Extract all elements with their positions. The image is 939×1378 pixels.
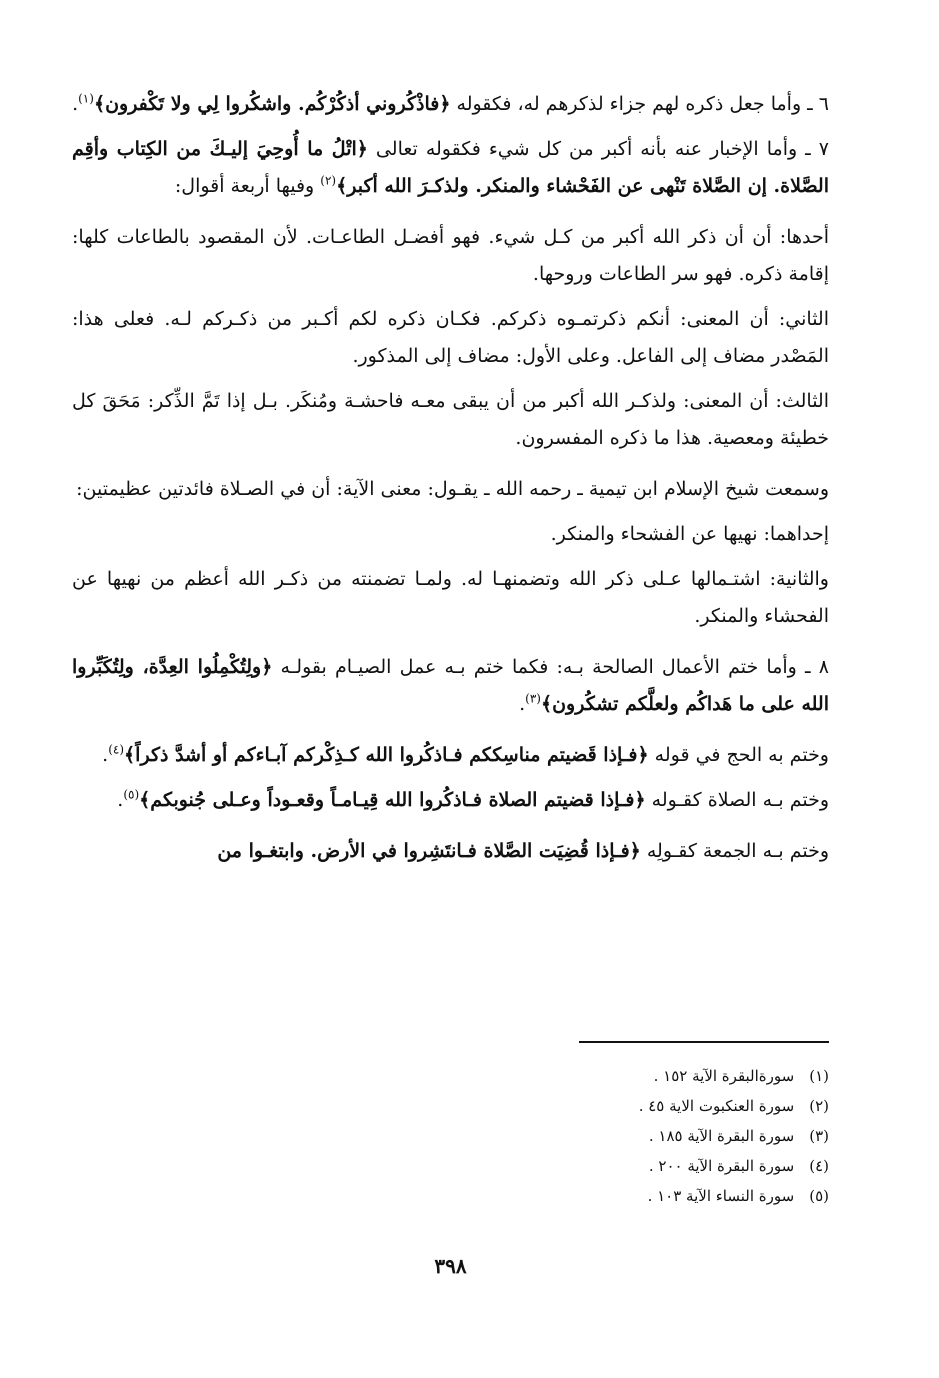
paragraph-text: إحداهما: نهيها عن الفشحاء والمنكر.	[550, 523, 829, 545]
quran-verse: ﴿فاذْكُروني أذكُرْكُم. واشكُروا لِي ولا تَكْفرون﴾	[93, 93, 451, 115]
footnote-text: سورة البقرة الآية ١٨٥ .	[648, 1127, 795, 1145]
paragraph-text: ٧ ـ وأما الإخبار عنه بأنه أكبر من كل شيء فكقوله تعالى	[367, 138, 830, 160]
paragraph-text: وختم بـه الصلاة كقـوله	[645, 789, 829, 811]
first-benefit	[72, 516, 829, 553]
footnote-4	[72, 1151, 829, 1181]
salah-paragraph	[72, 782, 829, 819]
body-text	[72, 86, 829, 870]
quran-verse: ﴿فـإذا قَضيتم مناسِككم فـاذكُروا الله كـذِكْركم آبـاءكم أو أشدَّ ذكراً﴾	[124, 744, 649, 766]
footnote-ref[interactable]: (٥)	[123, 787, 140, 802]
second-opinion	[72, 301, 829, 375]
paragraph-text: ٨ ـ وأما ختم الأعمال الصالحة بـه: فكما ختم بـه عمل الصيـام بقولـه	[272, 656, 829, 678]
paragraph-text: وسمعت شيخ الإسلام ابن تيمية ـ رحمه الله ـ يقـول: معنى الآية: أن في الصـلاة فائدتين عظيمتين:	[76, 478, 829, 500]
book-page	[72, 86, 829, 1318]
paragraph-text-tail: .	[102, 744, 109, 766]
footnote-text: سورة العنكبوت الاية ٤٥ .	[638, 1097, 795, 1115]
footnote-text: سورةالبقرة الآية ١٥٢ .	[653, 1067, 795, 1085]
footnote-text: سورة البقرة الآية ٢٠٠ .	[648, 1157, 795, 1175]
quran-verse: ﴿فـإذا قُضِيَت الصَّلاة فـانتَشِروا في الأرض. وابتغـوا من	[217, 840, 641, 862]
footnote-number: (١)	[809, 1067, 829, 1085]
third-opinion	[72, 383, 829, 457]
footnote-1	[72, 1061, 829, 1091]
quran-verse: ﴿ولِتُكْمِلُوا العِدَّة، ولِتُكَبِّروا الله على ما هَداكُم ولعلَّكم تشكُرون﴾	[72, 656, 829, 715]
jumuah-paragraph	[72, 833, 829, 870]
paragraph-text: الثاني: أن المعنى: أنكم ذكرتمـوه ذكركم. فكـان ذكره لكم أكـبر من ذكـركم لـه. فعلى هذا: المَصْدر مضاف إلى الفاعل. وعلى الأول: مضاف إلى المذكور.	[72, 308, 829, 367]
paragraph-text-tail: .	[72, 93, 79, 115]
footnote-divider	[579, 1041, 829, 1043]
footnote-3	[72, 1121, 829, 1151]
paragraph-text-tail: .	[519, 693, 526, 715]
paragraph-6	[72, 86, 829, 123]
paragraph-text: أحدها: أن أن ذكر الله أكبر من كـل شيء. فهو أفضـل الطاعـات. لأن المقصود بالطاعات كلها: إقامة ذكره. فهو سر الطاعات وروحها.	[72, 226, 829, 285]
paragraph-text: ٦ ـ وأما جعل ذكره لهم جزاء لذكرهم له، فكقوله	[450, 93, 829, 115]
paragraph-8	[72, 649, 829, 723]
paragraph-7	[72, 131, 829, 205]
footnote-number: (٢)	[809, 1097, 829, 1115]
paragraph-text: الثالث: أن المعنى: ولذكـر الله أكبر من أن يبقى معـه فاحشـة ومُنكَر. بـل إذا تَمَّ الذِّكر: مَحَقَ كل خطيئة ومعصية. هذا ما ذكره المفسرون.	[72, 390, 829, 449]
footnote-ref[interactable]: (١)	[78, 91, 94, 106]
quran-verse: ﴿فـإذا قضيتم الصلاة فـاذكُروا الله قِيـامـاً وقعـوداً وعـلى جُنوبكم﴾	[139, 789, 646, 811]
footnote-number: (٣)	[809, 1127, 829, 1145]
paragraph-text-tail: .	[117, 789, 124, 811]
hajj-paragraph	[72, 737, 829, 774]
paragraph-text: وختم بـه الجمعة كقـولِه	[640, 840, 829, 862]
footnote-2	[72, 1091, 829, 1121]
page-number: ٣٩٨	[434, 1254, 467, 1278]
footnote-ref[interactable]: (٤)	[108, 742, 125, 757]
footnote-number: (٥)	[809, 1187, 829, 1205]
paragraph-text: والثانية: اشتـمالها عـلى ذكر الله وتضمنهـا له. ولمـا تضمنته من ذكـر الله أعظم من نهيها عن الفحشاء والمنكر.	[72, 568, 829, 627]
paragraph-text-tail: وفيها أربعة أقوال:	[174, 175, 321, 197]
ibn-taymiyya-quote	[72, 471, 829, 508]
paragraph-text: وختم به الحج في قوله	[648, 744, 829, 766]
footnote-5	[72, 1181, 829, 1211]
footnote-ref[interactable]: (٣)	[525, 691, 541, 706]
footnote-text: سورة النساء الآية ١٠٣ .	[647, 1187, 795, 1205]
footnote-ref[interactable]: (٢)	[320, 173, 337, 188]
first-opinion	[72, 219, 829, 293]
footnotes-list	[72, 1061, 829, 1211]
footnote-number: (٤)	[809, 1157, 829, 1175]
second-benefit	[72, 561, 829, 635]
quran-verse: ﴿اتْلُ ما أُوحِيَ إليـكَ من الكِتاب وأقِم الصَّلاة. إن الصَّلاة تَنْهى عن الفَحْشاء والمنكر. ولذكـرَ الله أكبر﴾	[72, 138, 829, 197]
